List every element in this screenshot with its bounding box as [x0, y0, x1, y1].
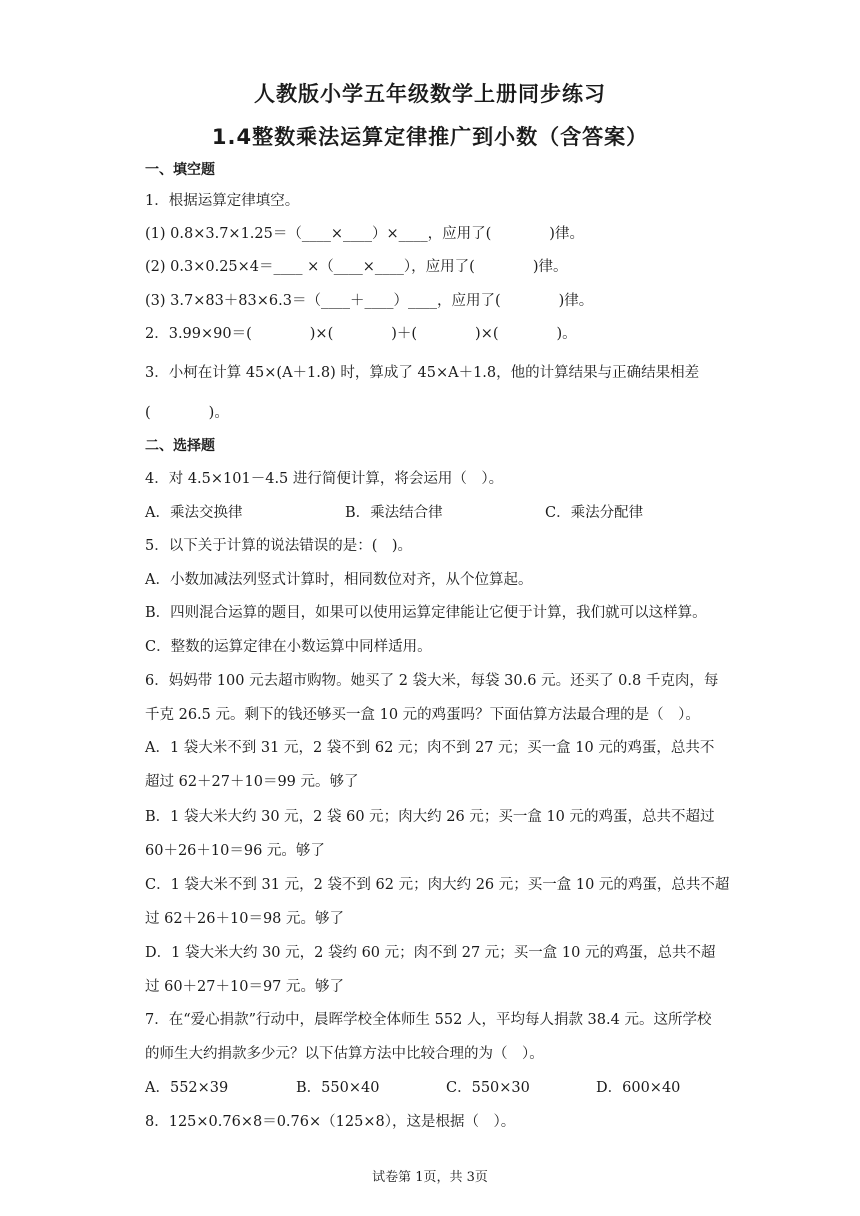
question-6-option-d-line-2: 过 60＋27＋10＝97 元。够了	[145, 979, 345, 995]
section-choice-heading: 二、选择题	[145, 438, 215, 454]
page-title: 人教版小学五年级数学上册同步练习	[254, 82, 606, 106]
question-7-option-d: D．600×40	[596, 1080, 681, 1096]
question-6-line-2: 千克 26.5 元。剩下的钱还够买一盒 10 元的鸡蛋吗？下面估算方法最合理的是（ ）。	[145, 707, 700, 723]
question-6-option-b-line-1: B．1 袋大米大约 30 元，2 袋 60 元；肉大约 26 元；买一盒 10 元的鸡蛋，总共不超过	[145, 809, 715, 825]
question-4-option-a: A．乘法交换律	[145, 505, 243, 521]
question-6-option-a-line-1: A．1 袋大米不到 31 元，2 袋不到 62 元；肉不到 27 元；买一盒 10 元的鸡蛋，总共不	[145, 740, 715, 756]
page-subtitle: 1.4整数乘法运算定律推广到小数（含答案）	[211, 125, 649, 149]
question-8: 8．125×0.76×8＝0.76×（125×8），这是根据（ ）。	[145, 1114, 516, 1130]
question-1-part-3: (3) 3.7×83＋83×6.3＝（____＋____）____，应用了( )律。	[145, 293, 594, 309]
question-7-option-c: C．550×30	[446, 1080, 530, 1096]
question-5-option-b: B．四则混合运算的题目，如果可以使用运算定律能让它便于计算，我们就可以这样算。	[145, 605, 707, 621]
question-7-option-a: A．552×39	[145, 1080, 229, 1096]
question-6-option-c-line-1: C．1 袋大米不到 31 元，2 袋不到 62 元；肉大约 26 元；买一盒 10 元的鸡蛋，总共不超	[145, 877, 730, 893]
question-6-option-b-line-2: 60＋26＋10＝96 元。够了	[145, 843, 325, 859]
question-5-option-c: C．整数的运算定律在小数运算中同样适用。	[145, 639, 432, 655]
question-7-line-1: 7．在“爱心捐款”行动中，晨晖学校全体师生 552 人，平均每人捐款 38.4 元。这所学校	[145, 1012, 712, 1028]
section-fill-heading: 一、填空题	[145, 162, 215, 178]
question-1-part-1: (1) 0.8×3.7×1.25＝（____×____）×____，应用了( )律。	[145, 226, 584, 242]
question-4-option-c: C．乘法分配律	[545, 505, 644, 521]
question-6-option-d-line-1: D．1 袋大米大约 30 元，2 袋约 60 元；肉不到 27 元；买一盒 10 元的鸡蛋，总共不超	[145, 945, 716, 961]
question-7-option-b: B．550×40	[296, 1080, 380, 1096]
question-2: 2．3.99×90＝( )×( )＋( )×( )。	[145, 326, 577, 342]
question-5: 5．以下关于计算的说法错误的是：( )。	[145, 538, 413, 554]
question-4: 4．对 4.5×101－4.5 进行简便计算，将会运用（ ）。	[145, 471, 504, 487]
question-1-part-2: (2) 0.3×0.25×4＝____ ×（____×____），应用了( )律。	[145, 259, 568, 275]
question-1: 1．根据运算定律填空。	[145, 193, 300, 209]
question-4-option-b: B．乘法结合律	[345, 505, 443, 521]
question-5-option-a: A．小数加减法列竖式计算时，相同数位对齐，从个位算起。	[145, 572, 533, 588]
question-3: 3．小柯在计算 45×(A＋1.8) 时，算成了 45×A＋1.8，他的计算结果与正确结果相差	[145, 365, 700, 381]
question-3-blank: ( )。	[145, 405, 229, 421]
question-6-option-a-line-2: 超过 62＋27＋10＝99 元。够了	[145, 774, 359, 790]
page-footer: 试卷第 1页，共 3页	[372, 1170, 488, 1185]
question-6-option-c-line-2: 过 62＋26＋10＝98 元。够了	[145, 911, 345, 927]
question-7-line-2: 的师生大约捐款多少元？以下估算方法中比较合理的为（ ）。	[145, 1046, 544, 1062]
question-6-line-1: 6．妈妈带 100 元去超市购物。她买了 2 袋大米，每袋 30.6 元。还买了 0.8 千克肉，每	[145, 673, 719, 689]
